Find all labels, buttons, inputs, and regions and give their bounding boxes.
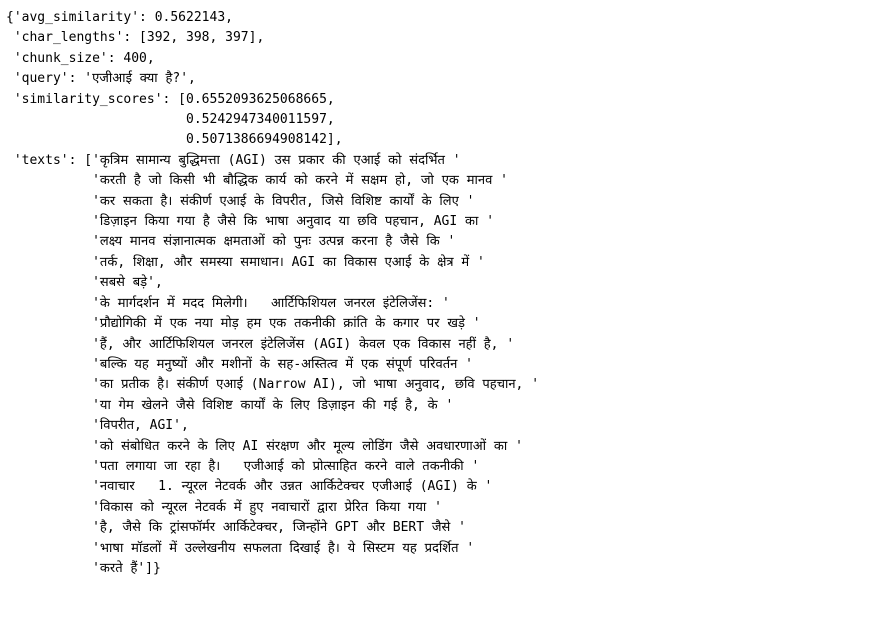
output-line: 'char_lengths': [392, 398, 397], [6, 30, 265, 46]
output-line: 'का प्रतीक है। संकीर्ण एआई (Narrow AI), जो भाषा अनुवाद, छवि पहचान, ' [6, 377, 540, 393]
output-line: 'texts': ['कृत्रिम सामान्य बुद्धिमत्ता (AGI) उस प्रकार की एआई को संदर्भित ' [6, 152, 461, 168]
output-line: 'विपरीत, AGI', [6, 418, 189, 434]
output-line: 'करती है जो किसी भी बौद्धिक कार्य को करने में सक्षम हो, जो एक मानव ' [6, 173, 508, 189]
output-line: 'सबसे बड़े', [6, 275, 163, 291]
output-line: 0.5242947340011597, [6, 112, 335, 128]
output-line: 'कर सकता है। संकीर्ण एआई के विपरीत, जिसे विशिष्ट कार्यों के लिए ' [6, 193, 475, 209]
output-line: 'तर्क, शिक्षा, और समस्या समाधान। AGI का विकास एआई के क्षेत्र में ' [6, 254, 485, 270]
output-line: 'विकास को न्यूरल नेटवर्क में हुए नवाचारों द्वारा प्रेरित किया गया ' [6, 499, 442, 515]
output-line: 'या गेम खेलने जैसे विशिष्ट कार्यों के लिए डिज़ाइन की गई है, के ' [6, 397, 454, 413]
output-line: 'लक्ष्य मानव संज्ञानात्मक क्षमताओं को पुनः उत्पन्न करना है जैसे कि ' [6, 234, 456, 250]
output-line: 'प्रौद्योगिकी में एक नया मोड़ हम एक तकनीकी क्रांति के कगार पर खड़े ' [6, 316, 481, 332]
output-line: 'भाषा मॉडलों में उल्लेखनीय सफलता दिखाई है। ये सिस्टम यह प्रदर्शित ' [6, 540, 475, 556]
output-line: {'avg_similarity': 0.5622143, [6, 10, 233, 25]
output-line: 'के मार्गदर्शन में मदद मिलेगी। आर्टिफिशियल जनरल इंटेलिजेंस: ' [6, 295, 450, 311]
output-line: 'नवाचार 1. न्यूरल नेटवर्क और उन्नत आर्किटेक्चर एजीआई (AGI) के ' [6, 479, 493, 495]
output-line: 'similarity_scores': [0.6552093625068665, [6, 91, 335, 107]
output-line: 'हैं, और आर्टिफिशियल जनरल इंटेलिजेंस (AGI) केवल एक विकास नहीं है, ' [6, 336, 515, 352]
output-line: 'है, जैसे कि ट्रांसफॉर्मर आर्किटेक्चर, जिन्होंने GPT और BERT जैसे ' [6, 520, 466, 536]
output-line: 0.5071386694908142], [6, 132, 343, 148]
output-line: 'डिज़ाइन किया गया है जैसे कि भाषा अनुवाद या छवि पहचान, AGI का ' [6, 214, 495, 230]
output-line: 'पता लगाया जा रहा है। एजीआई को प्रोत्साहित करने वाले तकनीकी ' [6, 458, 480, 474]
output-line: 'करते हैं']} [6, 560, 161, 576]
output-line: 'query': 'एजीआई क्या है?', [6, 71, 196, 87]
output-line: 'बल्कि यह मनुष्यों और मशीनों के सह-अस्तित्व में एक संपूर्ण परिवर्तन ' [6, 356, 473, 372]
output-line: 'को संबोधित करने के लिए AI संरक्षण और मूल्य लोडिंग जैसे अवधारणाओं का ' [6, 438, 523, 454]
output-line: 'chunk_size': 400, [6, 50, 155, 66]
